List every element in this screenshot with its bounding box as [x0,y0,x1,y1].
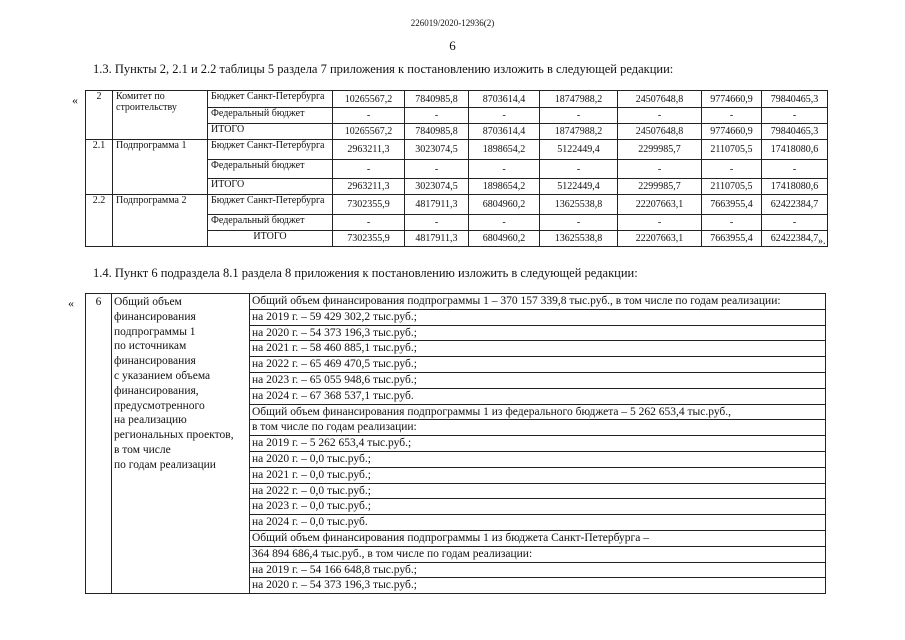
value-line: на 2022 г. – 65 469 470,5 тыс.руб.; [250,357,825,373]
section-1-4-heading: 1.4. Пункт 6 подраздела 8.1 раздела 8 приложения к постановлению изложить в следующей редакции: [93,266,638,280]
subprogram-1-financing-table [85,293,826,594]
funding-source: Бюджет Санкт-Петербурга [208,91,333,108]
funding-value: 17418080,6 [762,140,828,160]
funding-value: - [333,215,405,231]
funding-value: 24507648,8 [618,124,702,140]
funding-value: 62422384,7 [762,231,828,247]
table-row [86,140,828,160]
funding-value: 79840465,3 [762,91,828,108]
row-number: 2.1 [86,140,113,195]
funding-value: - [762,215,828,231]
item-number: 6 [86,294,112,594]
funding-value: 7302355,9 [333,195,405,215]
table-row [86,195,828,215]
value-line: Общий объем финансирования подпрограммы 1 из федерального бюджета – 5 262 653,4 тыс.руб., [250,405,825,421]
funding-value: 8703614,4 [469,124,540,140]
item-label-cell [112,294,250,594]
funding-source: ИТОГО [208,179,333,195]
funding-value: 7663955,4 [702,195,762,215]
funding-value: - [618,215,702,231]
row-number: 2 [86,91,113,140]
value-line: на 2019 г. – 5 262 653,4 тыс.руб.; [250,436,825,452]
open-quote-1-4: « [68,296,74,310]
funding-value: 4817911,3 [405,195,469,215]
funding-source: Федеральный бюджет [208,108,333,124]
row-executor-name: Комитет по строительству [113,91,208,140]
funding-source: ИТОГО [208,124,333,140]
funding-value: 2299985,7 [618,179,702,195]
label-line: финансирования, [114,384,199,397]
value-line: на 2024 г. – 0,0 тыс.руб. [250,515,825,531]
funding-table-5 [85,90,828,247]
value-line: на 2021 г. – 58 460 885,1 тыс.руб.; [250,341,825,357]
funding-value: 4817911,3 [405,231,469,247]
label-line: Общий объем [114,296,182,308]
funding-value: 18747988,2 [540,91,618,108]
label-line: по годам реализации [114,458,216,471]
funding-value: 10265567,2 [333,91,405,108]
row-number: 2.2 [86,195,113,247]
funding-value: - [618,108,702,124]
funding-value: 10265567,2 [333,124,405,140]
funding-value: - [702,215,762,231]
funding-value: 7840985,8 [405,91,469,108]
funding-value: - [405,160,469,179]
funding-value: 9774660,9 [702,91,762,108]
funding-value: - [540,215,618,231]
funding-value: - [469,160,540,179]
value-line: на 2023 г. – 0,0 тыс.руб.; [250,499,825,515]
label-line: финансирования [114,355,196,368]
funding-value: - [405,215,469,231]
label-line: с указанием объема [114,369,211,382]
funding-value: 79840465,3 [762,124,828,140]
value-line: на 2022 г. – 0,0 тыс.руб.; [250,484,825,500]
value-line: на 2020 г. – 54 373 196,3 тыс.руб.; [252,579,417,592]
funding-value: 13625538,8 [540,195,618,215]
funding-value: 17418080,6 [762,179,828,195]
funding-value: - [540,108,618,124]
section-1-3-heading: 1.3. Пункты 2, 2.1 и 2.2 таблицы 5 раздела 7 приложения к постановлению изложить в следующей редакции: [93,62,674,76]
funding-value: 2110705,5 [702,179,762,195]
funding-value: 22207663,1 [618,231,702,247]
funding-value: 1898654,2 [469,140,540,160]
funding-value: - [702,160,762,179]
funding-value: 2963211,3 [333,140,405,160]
funding-value: 6804960,2 [469,231,540,247]
funding-value: 3023074,5 [405,179,469,195]
funding-value: - [469,215,540,231]
value-line: на 2019 г. – 59 429 302,2 тыс.руб.; [250,310,825,326]
funding-value: 5122449,4 [540,179,618,195]
label-line: в том числе [114,443,171,456]
value-line: на 2024 г. – 67 368 537,1 тыс.руб. [250,389,825,405]
funding-source: Федеральный бюджет [208,215,333,231]
funding-value: 18747988,2 [540,124,618,140]
funding-source: Федеральный бюджет [208,160,333,179]
funding-value: 7302355,9 [333,231,405,247]
funding-source: ИТОГО [208,231,333,247]
funding-value: - [702,108,762,124]
value-line: на 2019 г. – 54 166 648,8 тыс.руб.; [250,563,825,579]
label-line: подпрограммы 1 [114,325,196,338]
label-line: на реализацию [114,414,187,427]
open-quote-1-3: « [72,93,78,107]
row-executor-name: Подпрограмма 2 [113,195,208,247]
funding-value: 2299985,7 [618,140,702,160]
value-line: на 2023 г. – 65 055 948,6 тыс.руб.; [250,373,825,389]
funding-value: 9774660,9 [702,124,762,140]
value-line: на 2021 г. – 0,0 тыс.руб.; [250,468,825,484]
page-number: 6 [449,38,456,53]
funding-value: 24507648,8 [618,91,702,108]
funding-value: - [618,160,702,179]
funding-value: 22207663,1 [618,195,702,215]
value-line: 364 894 686,4 тыс.руб., в том числе по годам реализации: [250,547,825,563]
funding-value: - [469,108,540,124]
label-line: по источникам [114,340,187,353]
label-line: региональных проектов, [114,429,234,442]
label-line: предусмотренного [114,399,205,412]
funding-value: - [333,160,405,179]
funding-value: 8703614,4 [469,91,540,108]
value-line: в том числе по годам реализации: [250,420,825,436]
funding-value: 2110705,5 [702,140,762,160]
value-line: на 2020 г. – 0,0 тыс.руб.; [250,452,825,468]
funding-source: Бюджет Санкт-Петербурга [208,140,333,160]
funding-value: 62422384,7 [762,195,828,215]
funding-value: - [540,160,618,179]
value-line: Общий объем финансирования подпрограммы 1 – 370 157 339,8 тыс.руб., в том числе по годам реализации: [250,294,825,310]
value-line: на 2020 г. – 54 373 196,3 тыс.руб.; [250,326,825,342]
funding-value: - [405,108,469,124]
funding-value: 5122449,4 [540,140,618,160]
funding-value: 7663955,4 [702,231,762,247]
funding-value: - [762,160,828,179]
close-quote-1-3: ». [818,236,826,247]
row-executor-name: Подпрограмма 1 [113,140,208,195]
table-row [86,91,828,108]
funding-value: 2963211,3 [333,179,405,195]
funding-value: 1898654,2 [469,179,540,195]
funding-value: 13625538,8 [540,231,618,247]
funding-value: - [762,108,828,124]
value-line: Общий объем финансирования подпрограммы 1 из бюджета Санкт-Петербурга – [250,531,825,547]
funding-value: 3023074,5 [405,140,469,160]
funding-value: 6804960,2 [469,195,540,215]
document-code: 226019/2020-12936(2) [410,18,495,28]
funding-source: Бюджет Санкт-Петербурга [208,195,333,215]
label-line: финансирования [114,310,196,323]
funding-value: - [333,108,405,124]
item-value-cell [250,294,826,594]
funding-value: 7840985,8 [405,124,469,140]
